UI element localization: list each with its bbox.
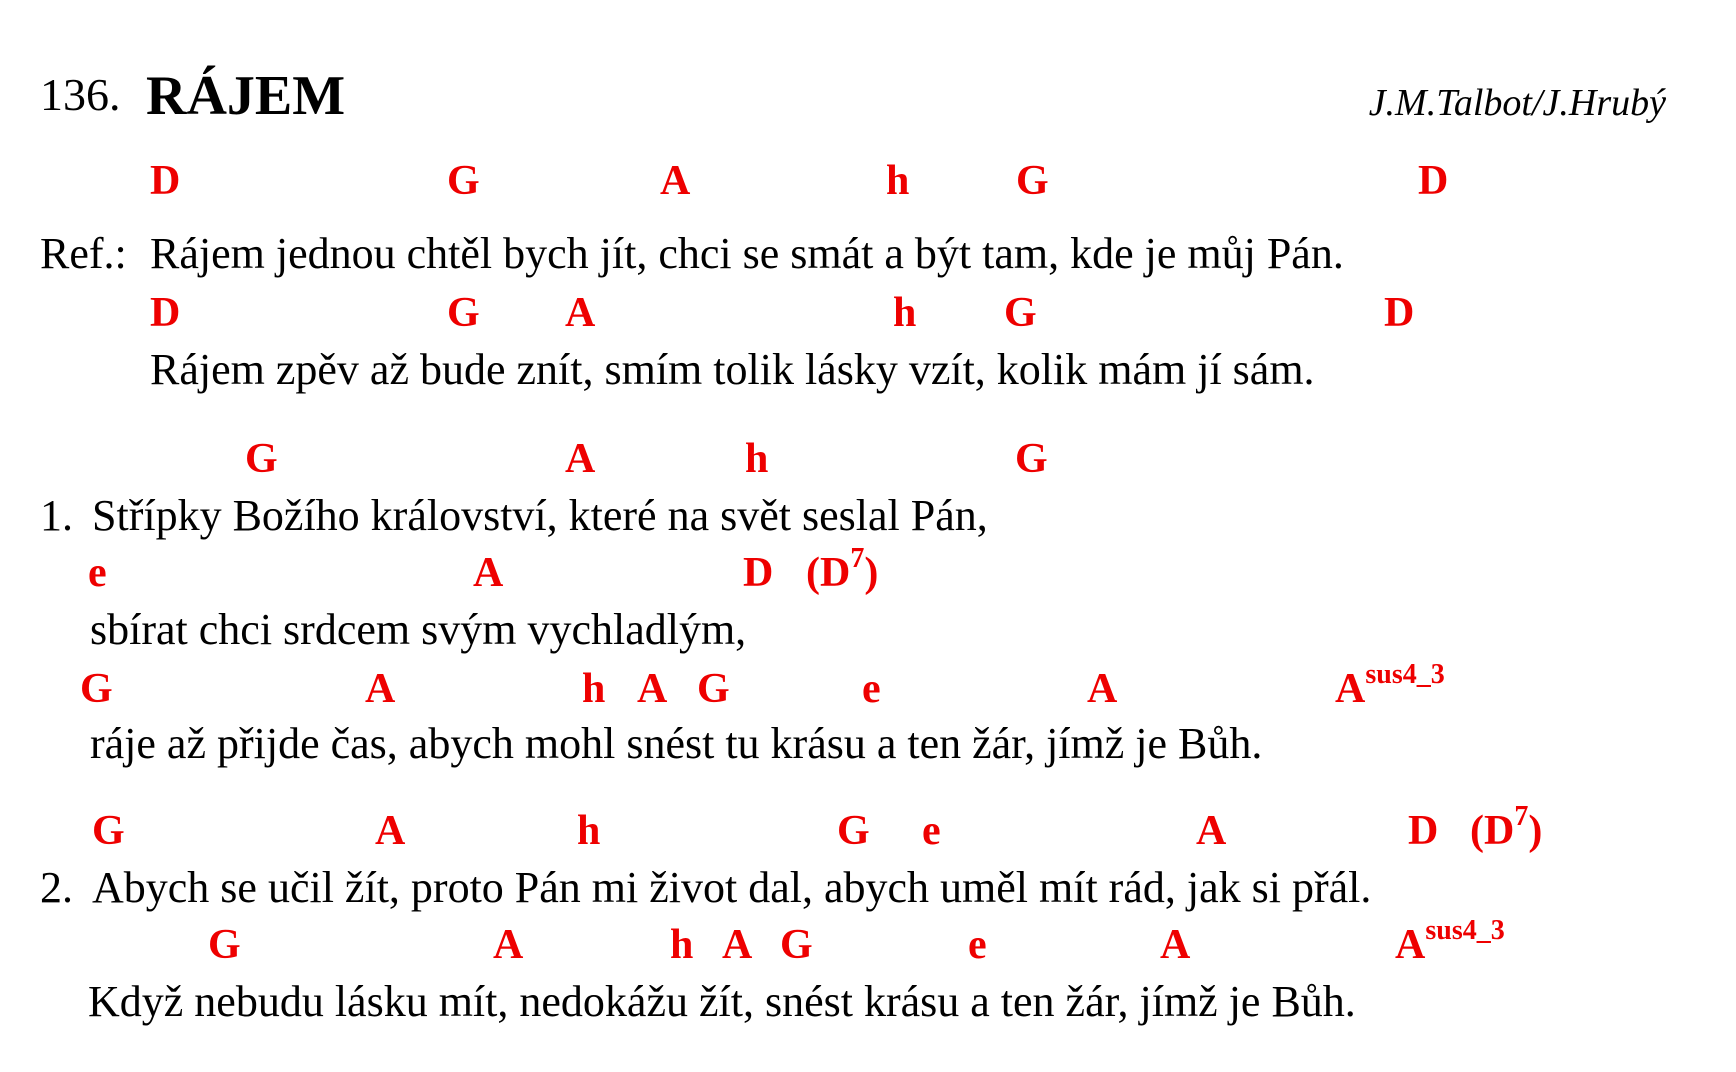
chord-with-extension	[806, 543, 879, 596]
chord-with-extension	[1335, 659, 1445, 712]
chord: D	[1408, 808, 1439, 854]
lyric-line: Když nebudu lásku mít, nedokážu žít, snést krásu a ten žár, jímž je Bůh.	[88, 977, 1356, 1026]
song-author: J.M.Talbot/J.Hrubý	[1368, 82, 1666, 124]
lyric-line: Střípky Božího království, které na svět seslal Pán,	[92, 491, 988, 540]
chord: A	[493, 922, 524, 968]
song-title: RÁJEM	[146, 65, 346, 127]
chord: h	[582, 666, 606, 712]
chord: A	[722, 922, 753, 968]
chord: G	[245, 436, 278, 482]
chord-root: (D	[806, 550, 851, 596]
chord-root: (D	[1470, 808, 1515, 854]
chord-bracket: )	[864, 550, 879, 596]
chord: h	[745, 436, 769, 482]
chord: h	[886, 158, 910, 204]
chord-extension: 7	[850, 543, 865, 574]
lyric-line: ráje až přijde čas, abych mohl snést tu krásu a ten žár, jímž je Bůh.	[90, 719, 1263, 768]
chord-root: A	[1335, 666, 1366, 712]
chord: G	[1015, 436, 1048, 482]
verse-label: 1.	[40, 491, 73, 540]
chord: e	[88, 550, 107, 596]
chord: D	[1418, 158, 1449, 204]
refrain-label: Ref.:	[40, 229, 127, 278]
chord: D	[743, 550, 774, 596]
lyric-line: sbírat chci srdcem svým vychladlým,	[90, 605, 747, 654]
chord-extension: sus4_3	[1425, 915, 1505, 946]
chord: A	[1160, 922, 1191, 968]
chord-bracket: )	[1528, 808, 1543, 854]
chord: G	[780, 922, 813, 968]
chord: D	[1384, 290, 1415, 336]
chord-with-extension	[1395, 915, 1505, 968]
verse-label: 2.	[40, 863, 73, 912]
chord: D	[150, 290, 181, 336]
chord: G	[92, 808, 125, 854]
lyric-line: Rájem zpěv až bude znít, smím tolik lásky vzít, kolik mám jí sám.	[150, 345, 1315, 394]
chord: A	[473, 550, 504, 596]
chord-with-extension	[1470, 801, 1543, 854]
chord-root: A	[1395, 922, 1426, 968]
lyric-line: Rájem jednou chtěl bych jít, chci se smát a být tam, kde je můj Pán.	[150, 229, 1344, 278]
chord: G	[1016, 158, 1049, 204]
chord-extension: sus4_3	[1365, 659, 1445, 690]
chord: A	[565, 290, 596, 336]
song-number: 136.	[40, 69, 121, 120]
chord-extension: 7	[1514, 801, 1529, 832]
chord: G	[447, 290, 480, 336]
chord: A	[1087, 666, 1118, 712]
lyric-line: Abych se učil žít, proto Pán mi život dal, abych uměl mít rád, jak si přál.	[92, 863, 1372, 912]
chord: G	[208, 922, 241, 968]
chord: G	[80, 666, 113, 712]
chord: A	[1196, 808, 1227, 854]
chord: A	[660, 158, 691, 204]
chord: A	[637, 666, 668, 712]
chord: A	[365, 666, 396, 712]
chord: e	[922, 808, 941, 854]
chord: G	[697, 666, 730, 712]
chord: A	[375, 808, 406, 854]
chord: e	[862, 666, 881, 712]
chord: e	[968, 922, 987, 968]
chord: h	[670, 922, 694, 968]
chord: G	[447, 158, 480, 204]
chord: A	[565, 436, 596, 482]
chord: h	[893, 290, 917, 336]
chord: D	[150, 158, 181, 204]
chord: G	[1004, 290, 1037, 336]
chord: G	[837, 808, 870, 854]
chord: h	[577, 808, 601, 854]
